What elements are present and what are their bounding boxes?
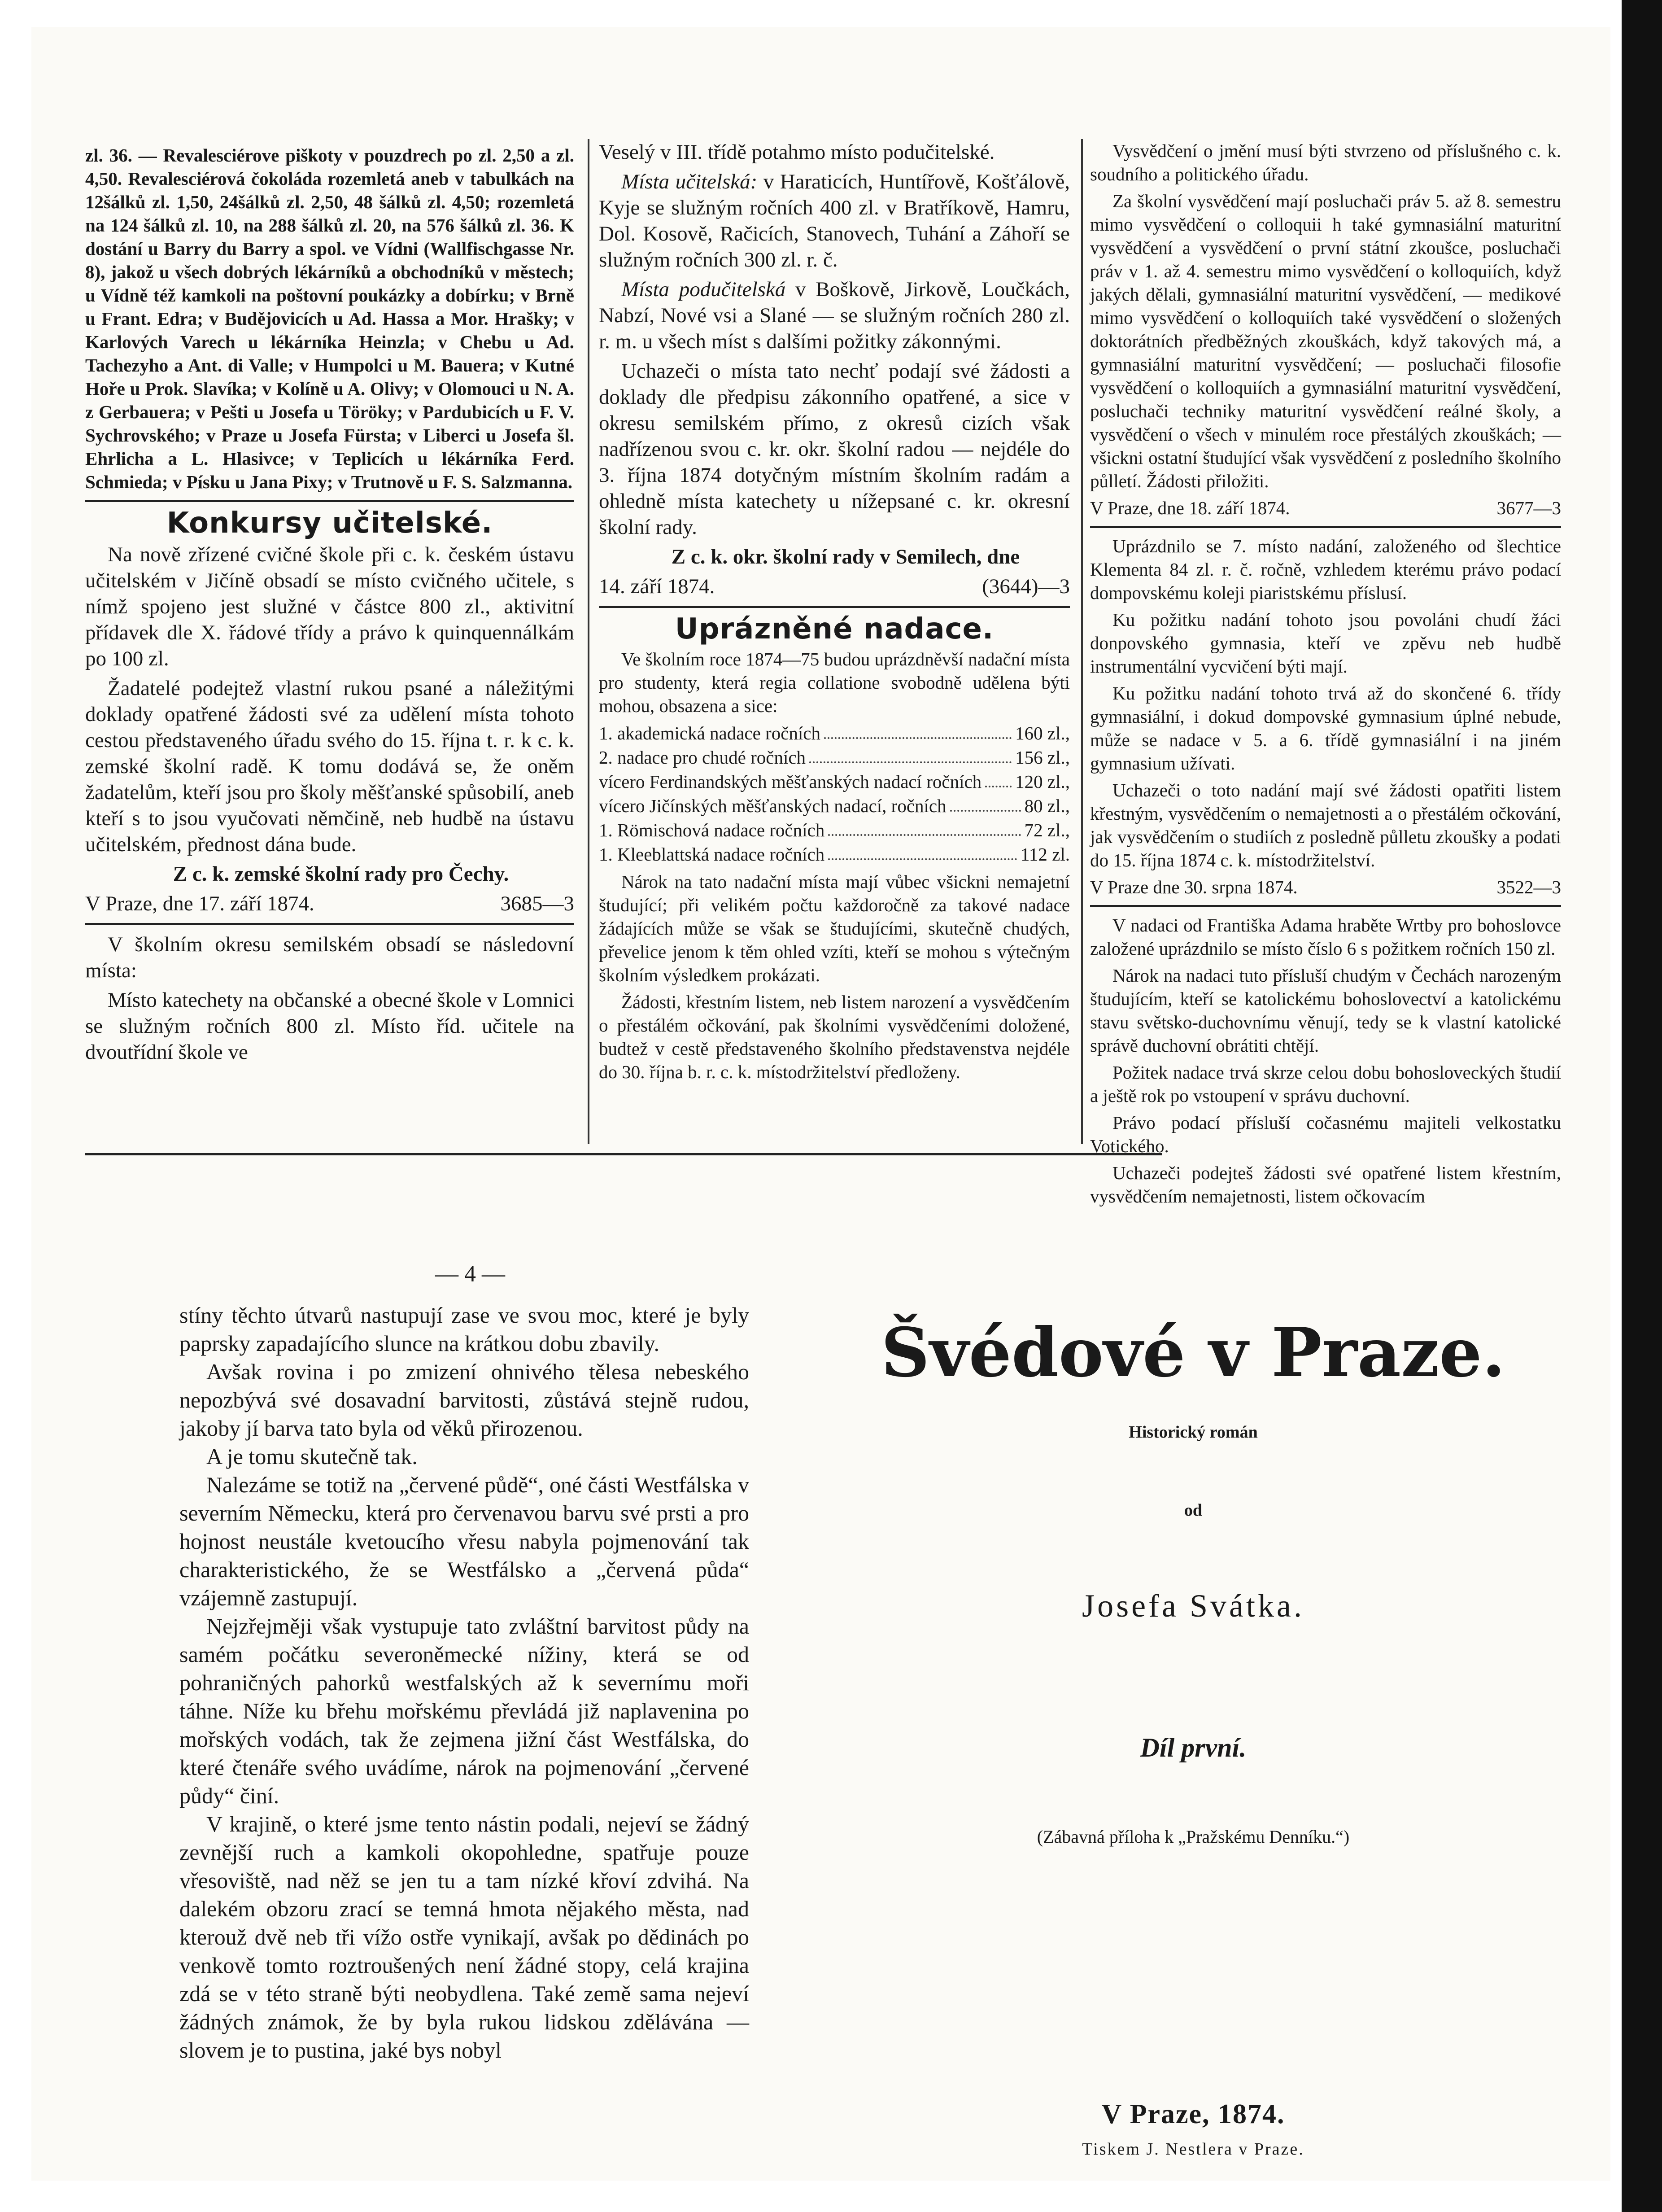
fund-name: vícero Jičínských měšťanských nadací, ročních — [599, 796, 947, 816]
fund-name: vícero Ferdinandských měšťanských nadací ročních — [599, 771, 982, 792]
fund-amount: 80 zl., — [1024, 796, 1070, 816]
book-subtitle: Historický román — [1129, 1423, 1258, 1442]
page-number: — 4 — — [435, 1261, 505, 1287]
column-paragraph: Uchazeči o toto nadání mají své žádosti opatřiti listem křestným, vysvědčením o nemajetnosti a o přestálém očkování, jak vysvědčením o studiích z posledně půlletu zkoušky a podati do 15. října 1874 c. k. místodržitelství. — [1090, 780, 1561, 870]
book-imprint: V Praze, 1874. — [1101, 2099, 1285, 2129]
fund-amount: 160 zl., — [1015, 723, 1070, 743]
divider — [1090, 526, 1561, 528]
column-paragraph: Uchazeči o místa tato nechť podají své žádosti a doklady dle předpisu zákonního opatřené, a sice v okresu semilském přímo, z okresů cizích však nadřízenou svou c. kr. okr. školní radou — nejdéle do 3. října 1874 dotyčným místním školním radám a ohledně místa katechety u nížepsané c. kr. okresní školní rady. — [599, 359, 1070, 539]
column-paragraph: Požitek nadace trvá skrze celou dobu bohosloveckých študií a ještě rok po vstoupení v správu duchovní. — [1090, 1062, 1561, 1106]
column-left — [85, 144, 574, 1069]
divider — [85, 923, 574, 925]
column-paragraph: Za školní vysvědčení mají posluchači práv 5. až 8. semestru mimo vysvědčení o colloquii h také gymnasiální maturitní vysvědčení a vysvědčení o první státní zkoušce, posluchači práv v 1. až 4. semestru mimo vysvědčení o kolloquiích, když jakých dělali, gymnasiální maturitní vysvědčení, — medikové mimo vysvědčení o kolloquiích také vysvědčení o složených doktorátních předběžných zkouškách, když takových má, a gymnasiální maturitní vysvědčení; — posluchači filosofie vysvědčení o kolloquiích a gymnasiální maturitní vysvědčení, posluchači techniky maturitní vysvědčení reálné školy, a vysvědčení o všech v minulém roce přestálých zkouškách; — všickni ostatní študující však vysvědčení z posledního školního půlletí. Žádosti přiložiti. — [1090, 191, 1561, 491]
nadace-paragraph: Nárok na tato nadační místa mají vůbec všickni nemajetní študující; při velikém počtu každoročně za takové nadace žádajících může se však se študujícími, skutečně chudých, převelice jenom k těm ohled vzíti, kteří se mohou s výtečným školním výsledkem prokázati. — [599, 871, 1070, 985]
book-author: Josefa Svátka. — [1082, 1588, 1304, 1624]
fund-item — [599, 842, 1070, 866]
novel-paragraph: Nalezáme se totiž na „červené půdě“, oné části Westfálska v severním Německu, která pro červenavou barvu své prsti a pro hojnost neustále kvetoucího vřesu nabyla pojmenování tak charakteristického, že se Westfálsko a „červená půda“ vzájemně zastupují. — [179, 1472, 749, 1610]
fund-item — [599, 769, 1070, 794]
newspaper-page — [31, 27, 1610, 2181]
column-paragraph: V nadaci od Františka Adama hraběte Wrtby pro bohoslovce založené uprázdnilo se místo číslo 6 s požitkem ročních 150 zl. — [1090, 915, 1561, 959]
paragraph-label: Místa učitelská: — [621, 170, 758, 193]
konkursy-paragraph: Místo katechety na občanské a obecné škole v Lomnici se služným ročních 800 zl. Místo říd. učitele na dvoutřídní škole ve — [85, 988, 574, 1064]
column-paragraph: Ku požitku nadání tohoto jsou povoláni chudí žáci donpovského gymnasia, kteří ve zpěvu neb hudbě instrumentální vycvičení býti mají. — [1090, 609, 1561, 677]
novel-paragraph: V krajině, o které jsme tento nástin podali, nejeví se žádný zevnější ruch a kamkoli okopohledne, spatřuje pouze vřesoviště, nad něž se jen tu a tam nízké křoví zdvihá. Na dalekém obzoru zrací se temná hmota nějakého města, nad kterouž dvě neb tři vížo ostře vynikají, avšak po dědinách po venkově tomto roztroušených není žádné stopy, celá krajina zdá se v této straně býti neobydlena. Také země sama nejeví žádných známok, že by byla rukou lidskou zdělávána — slovem je to pustina, jaké bys nobyl — [179, 1811, 749, 2063]
scan-edge-right — [1622, 0, 1662, 2212]
advertisement-text: zl. 36. — Revalesciérove piškoty v pouzdrech po zl. 2,50 a zl. 4,50. Revalesciérová čokoláda rozemletá aneb v tabulkách na 12šálků zl. 1,50, 24šálků zl. 2,50, 48 šálků zl. 4,50; rozemletá na 124 šálků zl. 10, na 288 šálků zl. 20, na 576 šálků zl. 36. K dostání u Barry du Barry a spol. ve Vídni (Wallfischgasse Nr. 8), jakož u všech dobrých lékárníků a obchodníků v městech; u Vídně též kamkoli na poštovní poukázky a dobírku; v Brně u Frant. Edra; v Budějovicích u Ad. Hassa a Mor. Hrašky; v Karlových Varech u lékárníka Heinzla; v Chebu u Ad. Tachezyho a Ant. di Valle; v Humpolci u M. Bauera; v Kutné Hoře u Prok. Slavíka; v Kolíně u A. Olivy; v Olomouci u N. A. z Gerbauera; v Pešti u Josefa u Töröky; v Pardubicích u F. V. Sychrovského; v Praze u Josefa Fürsta; v Liberci u Josefa šl. Ehrlicha a L. Hlasivce; v Teplicích u lékárníka Ferd. Schmieda; v Písku u Jana Pixy; v Trutnově u F. S. Salzmanna. — [85, 145, 574, 492]
novel-paragraph: Nejzřejměji však vystupuje tato zvláštní barvitost půdy na samém počátku severoněmecké nížiny, která se od pohraničných pahorků westfalských až k severnímu moři táhne. Níže ku břehu mořskému převládá již naplavenina po mořských vodách, tak že zejmena jižní část Westfálska, do které čtenáře svého uvádíme, nárok na pojmenování „červené půdy“ činí. — [179, 1613, 749, 1808]
column-paragraph: Uprázdnilo se 7. místo nadání, založeného od šlechtice Klementa 84 zl. r. č. ročně, vzhledem kterému právo podací dompovskému koleji piaristskému příslusí. — [1090, 536, 1561, 603]
column-paragraph — [599, 169, 1070, 273]
section-divider — [85, 1153, 1162, 1155]
divider — [85, 500, 574, 502]
fund-amount: 112 zl. — [1020, 844, 1070, 865]
column-middle — [599, 139, 1070, 1087]
konkursy-paragraph: V školním okresu semilském obsadí se následovní místa: — [85, 933, 574, 982]
konkursy-number: 3685—3 — [500, 892, 574, 915]
column-number: 3677—3 — [1496, 498, 1561, 518]
fund-amount: 156 zl., — [1015, 747, 1070, 768]
column-signature: Z c. k. okr. školní rady v Semilech, dne — [671, 545, 1020, 568]
fund-amount: 72 zl., — [1024, 820, 1070, 840]
fund-item — [599, 745, 1070, 769]
novel-paragraph: stíny těchto útvarů nastupují zase ve svou moc, které je byly paprsky zapadajícího slunce na krátkou dobu zbavily. — [179, 1303, 749, 1356]
leader-dots — [985, 769, 1012, 787]
column-dateline — [1090, 875, 1561, 899]
book-by: od — [1184, 1501, 1203, 1520]
leader-dots — [950, 794, 1021, 812]
fund-name: 1. Römischová nadace ročních — [599, 820, 825, 840]
column-paragraph: Ku požitku nadání tohoto trvá až do skončené 6. třídy gymnasiální, i dokud dompovské gymnasium úplné nebude, může se nadace v 5. a 6. třídě gymnasiální i na jiném gymnasium užívati. — [1090, 683, 1561, 774]
book-supplement: (Zábavná příloha k „Pražskému Denníku.“) — [1037, 1827, 1350, 1847]
nadace-paragraph: Žádosti, křestním listem, neb listem narození a vysvědčením o přestálém očkování, pak školními vysvědčeními doložené, budtež v cestě představeného školního představenstva nejdéle do 30. října b. r. c. k. místodržitelství předloženy. — [599, 992, 1070, 1082]
leader-dots — [809, 745, 1012, 763]
column-date: V Praze, dne 18. září 1874. — [1090, 498, 1290, 518]
novel-paragraph: Avšak rovina i po zmizení ohnivého tělesa nebeského nepozbývá své dosavadní barvitosti, zůstává stejně rudou, jakoby jí barva tato byla od věků přirozenou. — [179, 1359, 749, 1441]
column-paragraph — [599, 276, 1070, 354]
fund-item — [599, 721, 1070, 745]
column-rule — [588, 139, 589, 1144]
column-dateline — [599, 573, 1070, 599]
nadace-paragraph: Ve školním roce 1874—75 budou uprázdněvší nadační místa pro studenty, která regia collatione svobodně udělena býti mohou, obsazena a sice: — [599, 649, 1070, 716]
divider — [599, 606, 1070, 608]
column-paragraph: Veselý v III. třídě potahmo místo podučitelské. — [599, 140, 995, 164]
column-number: (3644)—3 — [982, 575, 1070, 598]
novel-text — [179, 1301, 749, 2064]
column-date: 14. září 1874. — [599, 575, 715, 598]
fund-amount: 120 zl., — [1015, 771, 1070, 792]
column-paragraph: Uchazeči podejteš žádosti své opatřené listem křestním, vysvědčením nemajetnosti, listem očkovacím — [1090, 1163, 1561, 1207]
book-title: Švédové v Praze. — [881, 1313, 1505, 1392]
konkursy-signature: Z c. k. zemské školní rady pro Čechy. — [173, 862, 509, 886]
leader-dots — [828, 818, 1021, 836]
leader-dots — [828, 842, 1017, 860]
paragraph-text: v Boškově, Jirkově, Loučkách, Nabzí, Nové vsi a Slané — se služným ročních 280 zl. r. m. u všech míst s dalšími požitky zákonnými. — [599, 278, 1070, 353]
konkursy-paragraph: Žadatelé podejtež vlastní rukou psané a náležitými doklady opatřené žádosti své za udělení místa tohoto cestou představeného úřadu svého do 15. října t. r. k c. k. zemské školní radě. K tomu dodává se, že oněm žadatelům, kteří jsou pro školy měšťanské spůsobilí, aneb kteří s to jsou vyučovati němčině, neb hudbě na ústavu učitelském, přednost dána bude. — [85, 677, 574, 856]
nadace-heading: Uprázněné nadace. — [675, 612, 994, 646]
book-printer: Tiskem J. Nestlera v Praze. — [1082, 2140, 1304, 2159]
fund-list — [599, 721, 1070, 866]
book-part: Díl první. — [1140, 1733, 1247, 1762]
title-page — [866, 1310, 1521, 2159]
paragraph-label: Místa podučitelská — [621, 278, 786, 301]
fund-name: 1. akademická nadace ročních — [599, 723, 821, 743]
konkursy-date: V Praze, dne 17. září 1874. — [85, 892, 314, 915]
konkursy-paragraph: Na nově zřízené cvičné škole při c. k. českém ústavu učitelském v Jičíně obsadí se místo cvičného učitele, s nímž spojeno jest služné v částce 800 zl., aktivitní přídavek dle X. řádové třídy a právo k quinquennálkám po 100 zl. — [85, 543, 574, 670]
divider — [1090, 905, 1561, 907]
fund-name: 2. nadace pro chudé ročních — [599, 747, 806, 768]
column-paragraph: Vysvědčení o jmění musí býti stvrzeno od příslušného c. k. soudního a politického úřadu. — [1090, 140, 1561, 184]
column-paragraph: Nárok na nadaci tuto přísluší chudým v Čechách narozeným študujícím, kteří se katolickému bohoslovectví a katolickému stavu světsko-duchovnímu věnují, tedy se k vlastní katolické správě duchovní obrátiti chtějí. — [1090, 965, 1561, 1056]
fund-item — [599, 794, 1070, 818]
column-number: 3522—3 — [1496, 877, 1561, 897]
konkursy-dateline — [85, 891, 574, 917]
column-dateline — [1090, 496, 1561, 520]
column-rule — [1081, 139, 1083, 1144]
fund-item — [599, 818, 1070, 842]
column-right — [1090, 139, 1561, 1211]
fund-name: 1. Kleeblattská nadace ročních — [599, 844, 825, 865]
paragraph-text: v Haraticích, Huntířově, Košťálově, Kyje se služným ročních 400 zl. v Bratříkově, Hamru, Dol. Kosově, Račicích, Stanovech, Tuhání a Záhoří se služným ročních 300 zl. r. č. — [599, 170, 1070, 271]
novel-paragraph: A je tomu skutečně tak. — [206, 1444, 418, 1469]
column-paragraph: Právo podací přísluší cočasnému majiteli velkostatku Votického. — [1090, 1112, 1561, 1156]
leader-dots — [824, 721, 1012, 739]
konkursy-heading: Konkursy učitelské. — [166, 507, 493, 540]
column-date: V Praze dne 30. srpna 1874. — [1090, 877, 1298, 897]
